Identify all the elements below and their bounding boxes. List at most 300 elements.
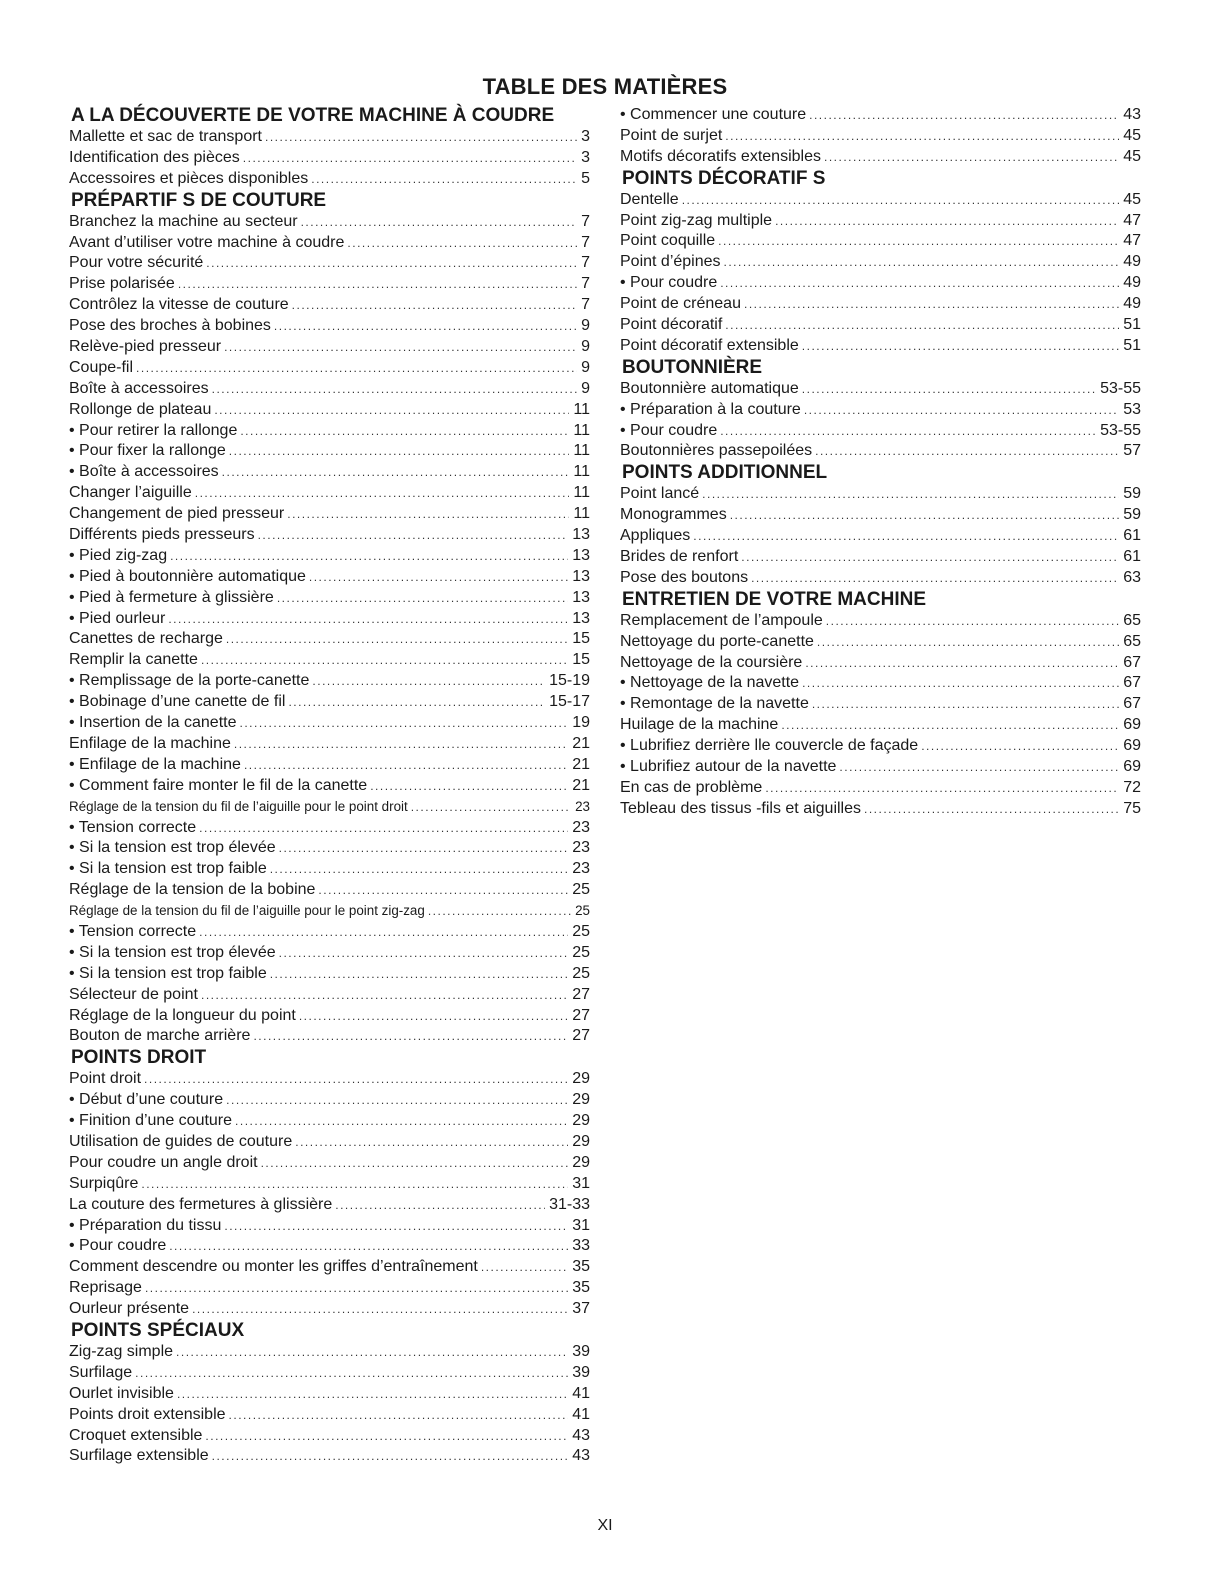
toc-entry[interactable] [69, 400, 590, 421]
toc-entry[interactable] [69, 755, 590, 776]
toc-entry-page: 13 [572, 588, 590, 606]
toc-entry-label: • Enfilage de la machine [69, 755, 241, 773]
toc-entry-page: 43 [1123, 106, 1141, 123]
toc-entry[interactable] [69, 441, 590, 462]
toc-entry-label: Nettoyage du porte-canette [620, 632, 814, 650]
toc-entry[interactable] [620, 421, 1141, 442]
toc-entry[interactable] [69, 609, 590, 630]
toc-entry-label: • Pour retirer la rallonge [69, 421, 238, 439]
toc-entry-label: Réglage de la tension du fil de l’aiguille pour le point zig-zag [69, 903, 425, 919]
toc-entry-page: 23 [572, 860, 590, 878]
toc-entry[interactable] [69, 274, 590, 295]
toc-entry-page: 7 [581, 296, 590, 314]
dot-leader [279, 838, 569, 859]
toc-entry-page: 15 [572, 651, 590, 669]
toc-entry-label: Point droit [69, 1070, 142, 1088]
toc-entry-page: 15-17 [549, 693, 590, 711]
toc-entry[interactable] [620, 441, 1141, 462]
toc-entry[interactable] [69, 1257, 590, 1278]
toc-right-column [620, 105, 1141, 820]
toc-entry-label: Boutonnières passepoilées [620, 442, 813, 460]
toc-entry-page: 33 [572, 1237, 590, 1255]
toc-entry-label: Accessoires et pièces disponibles [69, 169, 309, 187]
toc-entry[interactable] [69, 901, 590, 922]
toc-entry[interactable] [69, 316, 590, 337]
toc-entry-label: Point lancé [620, 485, 700, 503]
dot-leader [243, 148, 577, 169]
dot-leader [864, 799, 1119, 820]
dot-leader [720, 273, 1119, 294]
dot-leader [702, 484, 1119, 505]
section-heading: POINTS DÉCORATIF S [622, 167, 826, 189]
toc-entry-page: 27 [572, 985, 590, 1003]
toc-entry-label: Coupe-fil [69, 358, 134, 376]
toc-entry-page: 15-19 [549, 672, 590, 690]
dot-leader [135, 1363, 568, 1384]
toc-entry-page: 47 [1123, 211, 1141, 229]
toc-entry-page: 11 [573, 400, 590, 418]
toc-entry-label: Point décoratif extensible [620, 336, 799, 354]
toc-entry-label: Point coquille [620, 232, 716, 250]
toc-entry-label: Surfilage [69, 1363, 133, 1381]
toc-entry-page: 11 [573, 421, 590, 439]
toc-entry-label: Pour votre sécurité [69, 254, 204, 272]
toc-entry[interactable] [620, 632, 1141, 653]
toc-entry-label: • Si la tension est trop faible [69, 964, 267, 982]
toc-entry-page: 45 [1123, 147, 1141, 165]
toc-entry-label: Comment descendre ou monter les griffes d’entraînement [69, 1258, 478, 1276]
toc-entry-page: 53 [1123, 400, 1141, 418]
toc-entry-label: • Bobinage d’une canette de fil [69, 693, 286, 711]
toc-entry[interactable] [620, 211, 1141, 232]
toc-entry-label: Point d’épines [620, 253, 721, 271]
dot-leader [428, 901, 571, 922]
dot-leader [693, 526, 1119, 547]
toc-entry[interactable] [69, 462, 590, 483]
toc-entry-label: Surfilage extensible [69, 1447, 209, 1465]
toc-entry-label: • Si la tension est trop faible [69, 860, 267, 878]
toc-entry-page: 19 [572, 714, 590, 732]
toc-entry-label: • Début d’une couture [69, 1091, 224, 1109]
toc-entry[interactable] [69, 650, 590, 671]
toc-entry[interactable] [69, 1111, 590, 1132]
toc-entry-page: 75 [1123, 799, 1141, 817]
dot-leader [312, 671, 545, 692]
dot-leader [805, 653, 1119, 674]
dot-leader [224, 1216, 568, 1237]
dot-leader [682, 190, 1120, 211]
toc-entry-page: 35 [572, 1258, 590, 1276]
toc-entry[interactable] [620, 547, 1141, 568]
toc-entry-label: Bouton de marche arrière [69, 1027, 251, 1045]
dot-leader [775, 211, 1119, 232]
dot-leader [824, 147, 1119, 168]
dot-leader [335, 1195, 545, 1216]
dot-leader [411, 797, 571, 818]
dot-leader [170, 546, 568, 567]
dot-leader [214, 400, 569, 421]
toc-entry-label: • Remplissage de la porte-canette [69, 672, 310, 690]
dot-leader [234, 734, 568, 755]
dot-leader [311, 169, 577, 190]
dot-leader [270, 964, 568, 985]
dot-leader [370, 776, 568, 797]
toc-entry[interactable] [69, 504, 590, 525]
toc-entry-page: 67 [1123, 653, 1141, 671]
dot-leader [725, 315, 1119, 336]
section-heading: POINTS DROIT [71, 1047, 207, 1069]
toc-entry-label: Enfilage de la machine [69, 734, 231, 752]
toc-entry[interactable] [620, 190, 1141, 211]
dot-leader [176, 1342, 568, 1363]
toc-entry[interactable] [69, 127, 590, 148]
toc-entry-label: • Si la tension est trop élevée [69, 839, 276, 857]
toc-entry-page: 25 [572, 964, 590, 982]
toc-entry-label: • Boîte à accessoires [69, 463, 219, 481]
toc-entry[interactable] [69, 233, 590, 254]
toc-entry-label: • Pour fixer la rallonge [69, 442, 226, 460]
dot-leader [226, 629, 568, 650]
toc-entry-page: 51 [1123, 316, 1141, 334]
dot-leader [481, 1257, 568, 1278]
toc-entry-page: 59 [1123, 485, 1141, 503]
toc-entry-page: 13 [572, 526, 590, 544]
toc-entry-label: Surpiqûre [69, 1174, 139, 1192]
toc-entry-label: • Tension correcte [69, 922, 197, 940]
toc-entry-page: 69 [1123, 737, 1141, 755]
toc-entry[interactable] [620, 694, 1141, 715]
toc-entry[interactable] [620, 653, 1141, 674]
toc-entry-label: Croquet extensible [69, 1426, 203, 1444]
toc-entry-label: • Finition d’une couture [69, 1112, 233, 1130]
toc-entry-page: 59 [1123, 506, 1141, 524]
toc-entry[interactable] [69, 212, 590, 233]
toc-entry[interactable] [620, 147, 1141, 168]
section-heading: PRÉPARTIF S DE COUTURE [71, 189, 327, 211]
dot-leader [741, 547, 1119, 568]
toc-entry-label: Pose des boutons [620, 568, 749, 586]
toc-entry[interactable] [69, 358, 590, 379]
section-heading: POINTS ADDITIONNEL [622, 462, 828, 484]
toc-entry[interactable] [69, 838, 590, 859]
dot-leader [921, 736, 1119, 757]
toc-entry[interactable] [620, 736, 1141, 757]
toc-entry[interactable] [620, 252, 1141, 273]
toc-entry-page: 3 [581, 148, 590, 166]
dot-leader [169, 1236, 568, 1257]
toc-entry[interactable] [69, 1278, 590, 1299]
toc-entry[interactable] [69, 1405, 590, 1426]
toc-entry-page: 53-55 [1100, 379, 1141, 397]
toc-entry-page: 7 [581, 233, 590, 251]
dot-leader [201, 650, 568, 671]
toc-entry-page: 31 [572, 1174, 590, 1192]
toc-entry[interactable] [69, 943, 590, 964]
toc-entry-page: 27 [572, 1006, 590, 1024]
dot-leader [145, 1278, 568, 1299]
toc-entry-page: 11 [573, 442, 590, 460]
toc-entry[interactable] [620, 126, 1141, 147]
toc-entry-page: 61 [1123, 548, 1141, 566]
dot-leader [288, 692, 545, 713]
toc-entry-page: 43 [572, 1426, 590, 1444]
toc-entry-page: 45 [1123, 126, 1141, 144]
toc-entry[interactable] [69, 1384, 590, 1405]
toc-entry[interactable] [69, 713, 590, 734]
dot-leader [802, 673, 1119, 694]
toc-entry-page: 3 [581, 128, 590, 145]
toc-entry[interactable] [620, 105, 1141, 126]
toc-entry[interactable] [620, 505, 1141, 526]
toc-entry[interactable] [69, 1090, 590, 1111]
toc-entry-label: Avant d’utiliser votre machine à coudre [69, 233, 345, 251]
toc-entry[interactable] [69, 1426, 590, 1447]
toc-entry-page: 72 [1123, 778, 1141, 796]
toc-left-column [69, 105, 590, 1467]
toc-entry-label: Prise polarisée [69, 275, 175, 293]
toc-entry-label: Relève-pied presseur [69, 338, 222, 356]
toc-entry-page: 39 [572, 1363, 590, 1381]
toc-entry-page: 25 [572, 881, 590, 899]
toc-entry[interactable] [69, 1363, 590, 1384]
toc-entry-page: 49 [1123, 253, 1141, 271]
dot-leader [224, 337, 577, 358]
toc-entry-page: 21 [572, 755, 590, 773]
dot-leader [144, 1069, 568, 1090]
toc-entry[interactable] [69, 148, 590, 169]
toc-entry-page: 25 [575, 903, 590, 919]
dot-leader [839, 757, 1119, 778]
toc-entry[interactable] [620, 673, 1141, 694]
toc-entry-label: Huilage de la machine [620, 716, 779, 734]
toc-entry[interactable] [69, 1069, 590, 1090]
dot-leader [206, 253, 577, 274]
toc-entry[interactable] [69, 1342, 590, 1363]
toc-entry-page: 65 [1123, 611, 1141, 629]
toc-entry[interactable] [69, 818, 590, 839]
dot-leader [804, 400, 1119, 421]
toc-entry[interactable] [69, 1195, 590, 1216]
toc-entry[interactable] [69, 880, 590, 901]
toc-entry[interactable] [69, 1153, 590, 1174]
dot-leader [235, 1111, 568, 1132]
dot-leader [277, 588, 568, 609]
toc-entry-page: 39 [572, 1342, 590, 1360]
dot-leader [229, 1405, 569, 1426]
toc-entry[interactable] [69, 1299, 590, 1320]
toc-entry[interactable] [69, 776, 590, 797]
toc-entry[interactable] [620, 294, 1141, 315]
toc-entry[interactable] [69, 295, 590, 316]
toc-entry-label: Mallette et sac de transport [69, 128, 262, 145]
dot-leader [201, 985, 568, 1006]
toc-entry-page: 13 [572, 546, 590, 564]
toc-entry-label: Appliques [620, 527, 691, 545]
dot-leader [205, 1426, 568, 1447]
toc-entry[interactable] [69, 1174, 590, 1195]
toc-entry-label: Rollonge de plateau [69, 400, 212, 418]
dot-leader [295, 1132, 568, 1153]
toc-entry-page: 11 [573, 505, 590, 523]
toc-entry[interactable] [69, 985, 590, 1006]
dot-leader [168, 609, 568, 630]
section-heading: A LA DÉCOUVERTE DE VOTRE MACHINE À COUDRE [71, 105, 555, 126]
toc-entry-label: Différents pieds presseurs [69, 526, 255, 544]
toc-entry-page: 49 [1123, 274, 1141, 292]
toc-entry-page: 29 [572, 1091, 590, 1109]
toc-entry-label: • Lubrifiez autour de la navette [620, 758, 837, 776]
toc-entry-page: 21 [572, 734, 590, 752]
toc-entry[interactable] [69, 859, 590, 880]
toc-entry-page: 51 [1123, 336, 1141, 354]
dot-leader [781, 715, 1119, 736]
toc-entry-page: 49 [1123, 295, 1141, 313]
toc-entry[interactable] [620, 273, 1141, 294]
dot-leader [301, 212, 578, 233]
section-heading: ENTRETIEN DE VOTRE MACHINE [622, 588, 927, 610]
dot-leader [718, 231, 1119, 252]
toc-entry[interactable] [620, 231, 1141, 252]
toc-entry[interactable] [620, 611, 1141, 632]
toc-entry-page: 61 [1123, 527, 1141, 545]
toc-entry-label: • Préparation à la couture [620, 400, 801, 418]
toc-entry-label: Pose des broches à bobines [69, 317, 271, 335]
toc-entry[interactable] [620, 400, 1141, 421]
toc-entry-label: • Pied zig-zag [69, 546, 168, 564]
toc-entry-page: 31-33 [549, 1195, 590, 1213]
toc-entry[interactable] [69, 1026, 590, 1047]
toc-entry-label: Reprisage [69, 1279, 142, 1297]
toc-entry[interactable] [620, 715, 1141, 736]
toc-entry-page: 57 [1123, 442, 1141, 460]
dot-leader [815, 441, 1119, 462]
toc-entry-label: • Pied à boutonnière automatique [69, 567, 306, 585]
toc-entry[interactable] [69, 567, 590, 588]
toc-entry-page: 11 [573, 463, 590, 481]
toc-entry-label: • Nettoyage de la navette [620, 674, 800, 692]
toc-entry-label: Point décoratif [620, 316, 723, 334]
toc-entry[interactable] [620, 778, 1141, 799]
toc-entry[interactable] [620, 526, 1141, 547]
toc-entry-label: Points droit extensible [69, 1405, 226, 1423]
toc-entry-page: 13 [572, 567, 590, 585]
dot-leader [817, 632, 1119, 653]
toc-entry[interactable] [69, 629, 590, 650]
toc-entry-label: Réglage de la tension du fil de l’aiguille pour le point droit [69, 798, 408, 814]
toc-entry-label: Changer l’aiguille [69, 484, 192, 502]
toc-entry[interactable] [69, 1236, 590, 1257]
toc-entry-page: 21 [572, 776, 590, 794]
toc-entry-page: 69 [1123, 758, 1141, 776]
toc-entry[interactable] [69, 671, 590, 692]
toc-entry[interactable] [620, 336, 1141, 357]
toc-entry[interactable] [69, 1006, 590, 1027]
dot-leader [347, 233, 577, 254]
toc-entry-page: 67 [1123, 674, 1141, 692]
toc-entry[interactable] [69, 1216, 590, 1237]
toc-entry-page: 67 [1123, 695, 1141, 713]
toc-entry[interactable] [620, 484, 1141, 505]
dot-leader [274, 316, 577, 337]
toc-entry[interactable] [620, 757, 1141, 778]
toc-entry[interactable] [69, 169, 590, 190]
dot-leader [239, 713, 568, 734]
toc-entry[interactable] [69, 525, 590, 546]
toc-entry[interactable] [620, 315, 1141, 336]
toc-entry-page: 47 [1123, 232, 1141, 250]
toc-entry[interactable] [69, 253, 590, 274]
toc-entry[interactable] [69, 922, 590, 943]
toc-entry-page: 25 [572, 922, 590, 940]
toc-entry-page: 5 [581, 169, 590, 187]
toc-entry[interactable] [69, 588, 590, 609]
dot-leader [199, 818, 568, 839]
toc-entry-label: En cas de problème [620, 778, 763, 796]
toc-entry-label: Changement de pied presseur [69, 505, 285, 523]
dot-leader [744, 294, 1119, 315]
toc-entry[interactable] [620, 379, 1141, 400]
toc-entry-page: 53-55 [1100, 421, 1141, 439]
dot-leader [240, 421, 569, 442]
dot-leader [229, 441, 570, 462]
toc-entry-label: Boutonnière automatique [620, 379, 799, 397]
toc-entry[interactable] [69, 734, 590, 755]
toc-entry-label: • Commencer une couture [620, 106, 807, 123]
toc-entry[interactable] [69, 483, 590, 504]
dot-leader [809, 105, 1119, 126]
toc-entry-page: 23 [572, 818, 590, 836]
toc-entry[interactable] [69, 1446, 590, 1467]
toc-entry[interactable] [69, 692, 590, 713]
toc-entry-label: Contrôlez la vitesse de couture [69, 296, 289, 314]
toc-entry[interactable] [69, 1132, 590, 1153]
toc-entry[interactable] [69, 421, 590, 442]
toc-entry[interactable] [620, 568, 1141, 589]
dot-leader [270, 859, 568, 880]
toc-entry-page: 27 [572, 1027, 590, 1045]
toc-entry-label: Monogrammes [620, 506, 727, 524]
dot-leader [812, 694, 1119, 715]
toc-entry-label: Zig-zag simple [69, 1342, 174, 1360]
toc-entry[interactable] [620, 799, 1141, 820]
dot-leader [287, 504, 569, 525]
dot-leader [192, 1299, 568, 1320]
toc-entry[interactable] [69, 379, 590, 400]
dot-leader [299, 1006, 568, 1027]
toc-entry[interactable] [69, 964, 590, 985]
page-number: XI [597, 1517, 613, 1534]
dot-leader [730, 505, 1120, 526]
dot-leader [195, 483, 570, 504]
toc-entry-page: 7 [581, 275, 590, 293]
toc-entry-label: Réglage de la tension de la bobine [69, 881, 316, 899]
dot-leader [724, 252, 1120, 273]
toc-entry[interactable] [69, 546, 590, 567]
toc-entry[interactable] [69, 337, 590, 358]
dot-leader [802, 379, 1096, 400]
section-heading: POINTS SPÉCIAUX [71, 1319, 245, 1341]
toc-entry-label: • Tension correcte [69, 818, 197, 836]
toc-entry-label: • Remontage de la navette [620, 695, 809, 713]
toc-entry-page: 29 [572, 1132, 590, 1150]
toc-entry[interactable] [69, 797, 590, 818]
dot-leader [725, 126, 1119, 147]
toc-entry-label: • Pour coudre [69, 1237, 167, 1255]
dot-leader [826, 611, 1119, 632]
section-heading: BOUTONNIÈRE [622, 356, 763, 378]
toc-entry-page: 9 [581, 358, 590, 376]
toc-entry-label: Point zig-zag multiple [620, 211, 773, 229]
